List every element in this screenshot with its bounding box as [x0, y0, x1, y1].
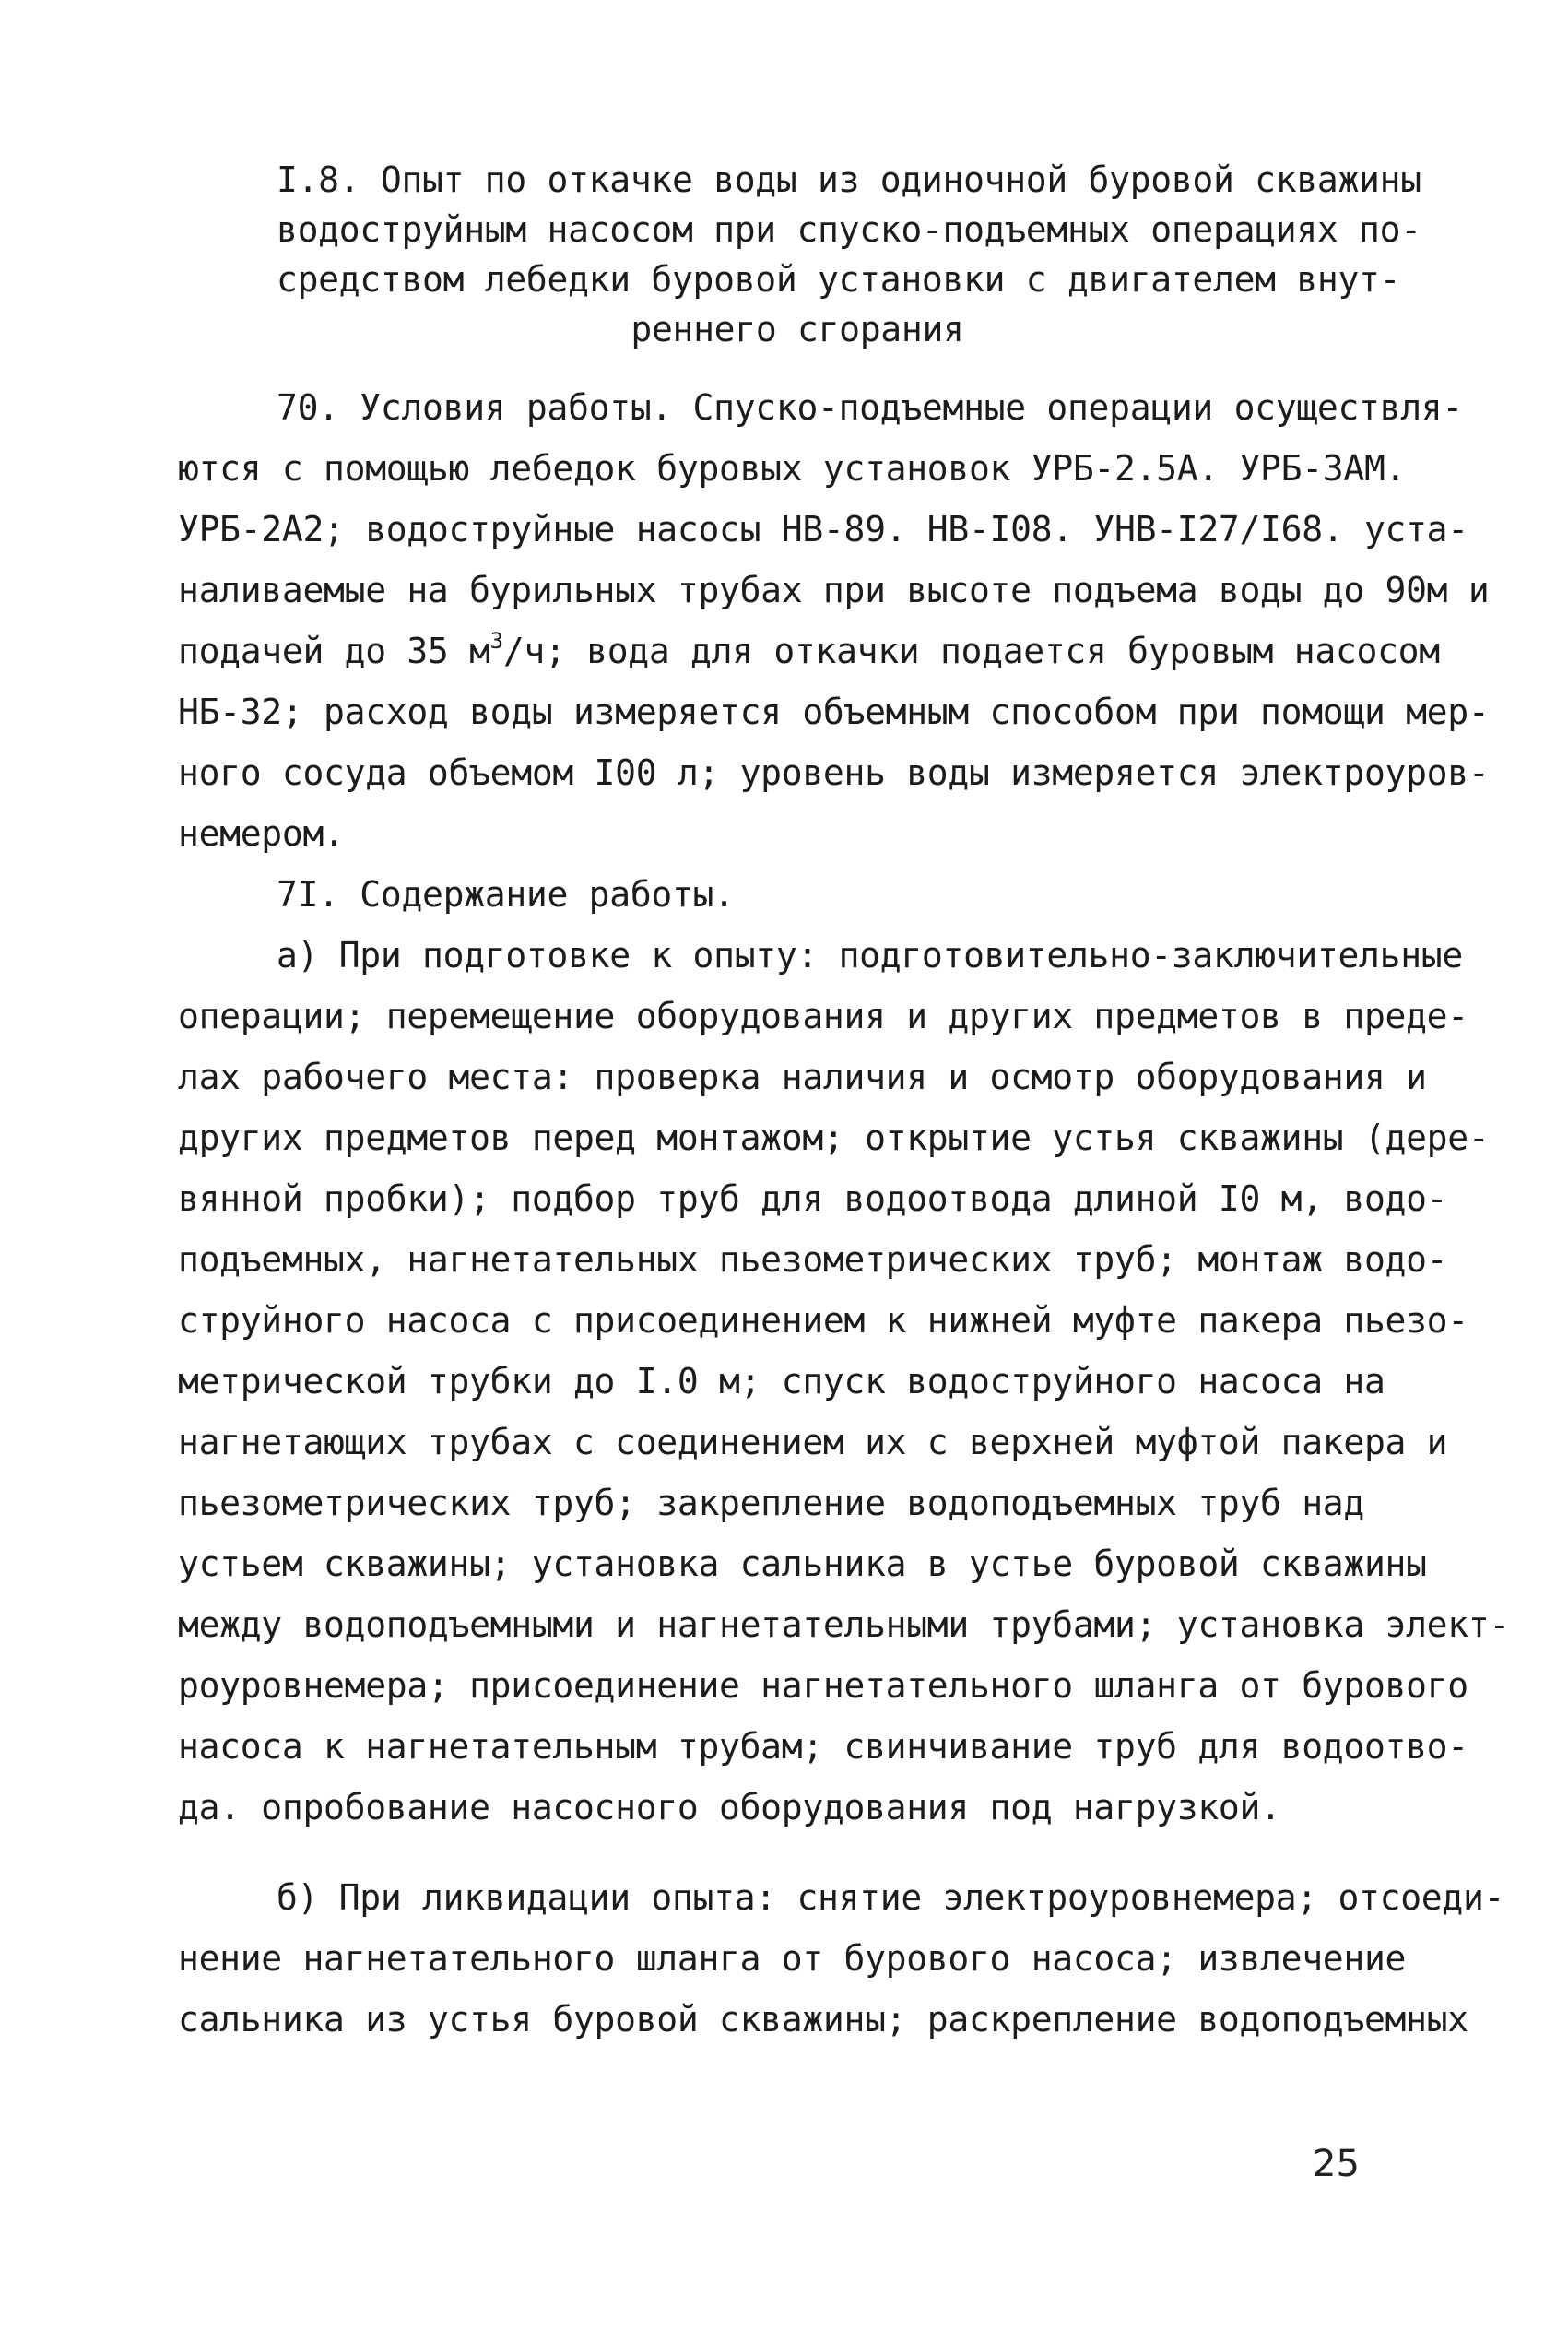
- paragraph-line: ного сосуда объемом I00 л; уровень воды измеряется электроуров-: [178, 752, 1490, 793]
- text-fragment: подачей до 35 м: [178, 631, 490, 671]
- paragraph-line: НБ-32; расход воды измеряется объемным способом при помощи мер-: [178, 692, 1490, 732]
- heading-line: водоструйным насосом при спуско-подъемных операциях по-: [277, 209, 1421, 250]
- paragraph-line: подъемных, нагнетательных пьезометрических труб; монтаж водо-: [178, 1239, 1448, 1280]
- paragraph-line: операции; перемещение оборудования и других предметов в преде-: [178, 996, 1468, 1036]
- section-title: 7I. Содержание работы.: [277, 874, 735, 915]
- paragraph-line: устьем скважины; установка сальника в устье буровой скважины: [178, 1543, 1427, 1584]
- paragraph-line: УРБ-2А2; водоструйные насосы НВ-89. НВ-I08. УНВ-I27/I68. уста-: [178, 509, 1468, 550]
- page-number: 25: [1313, 2143, 1360, 2185]
- paragraph-line: [178, 629, 1440, 673]
- paragraph-line: роуровнемера; присоединение нагнетательного шланга от бурового: [178, 1665, 1468, 1706]
- paragraph-line: нение нагнетательного шланга от бурового насоса; извлечение: [178, 1938, 1407, 1979]
- paragraph-line: лах рабочего места: проверка наличия и осмотр оборудования и: [178, 1057, 1427, 1097]
- paragraph-line: а) При подготовке к опыту: подготовительно-заключительные: [277, 935, 1463, 976]
- paragraph-line: 70. Условия работы. Спуско-подъемные операции осуществля-: [277, 387, 1463, 428]
- paragraph-line: между водоподъемными и нагнетательными трубами; установка элект-: [178, 1604, 1510, 1645]
- paragraph-line: других предметов перед монтажом; открытие устья скважины (дере-: [178, 1118, 1490, 1158]
- paragraph-line: пьезометрических труб; закрепление водоподъемных труб над: [178, 1483, 1364, 1523]
- paragraph-line: сальника из устья буровой скважины; раскрепление водоподъемных: [178, 1999, 1468, 2040]
- paragraph-line: да. опробование насосного оборудования под нагрузкой.: [178, 1787, 1281, 1827]
- paragraph-line: вянной пробки); подбор труб для водоотвода длиной I0 м, водо-: [178, 1178, 1448, 1219]
- heading-line: реннего сгорания: [631, 309, 964, 349]
- section-heading: [277, 155, 1421, 354]
- paragraph-line: насоса к нагнетательным трубам; свинчивание труб для водоотво-: [178, 1726, 1468, 1767]
- paragraph-line: метрической трубки до I.0 м; спуск водоструйного насоса на: [178, 1361, 1385, 1402]
- paragraph-line: нагнетающих трубах с соединением их с верхней муфтой пакера и: [178, 1422, 1448, 1462]
- paragraph-line: струйного насоса с присоединением к нижней муфте пакера пьезо-: [178, 1300, 1468, 1341]
- heading-line: средством лебедки буровой установки с двигателем внут-: [277, 259, 1401, 300]
- paragraph-line: наливаемые на бурильных трубах при высоте подъема воды до 90м и: [178, 570, 1490, 610]
- heading-line: I.8. Опыт по откачке воды из одиночной буровой скважины: [277, 160, 1421, 200]
- text-fragment: /ч; вода для откачки подается буровым насосом: [502, 631, 1440, 671]
- paragraph-line: немером.: [178, 813, 345, 854]
- superscript-exponent: 3: [489, 628, 503, 654]
- paragraph-line: б) При ликвидации опыта: снятие электроуровнемера; отсоеди-: [277, 1877, 1505, 1918]
- paragraph-line: ются с помощью лебедок буровых установок УРБ-2.5А. УРБ-ЗАМ.: [178, 448, 1407, 489]
